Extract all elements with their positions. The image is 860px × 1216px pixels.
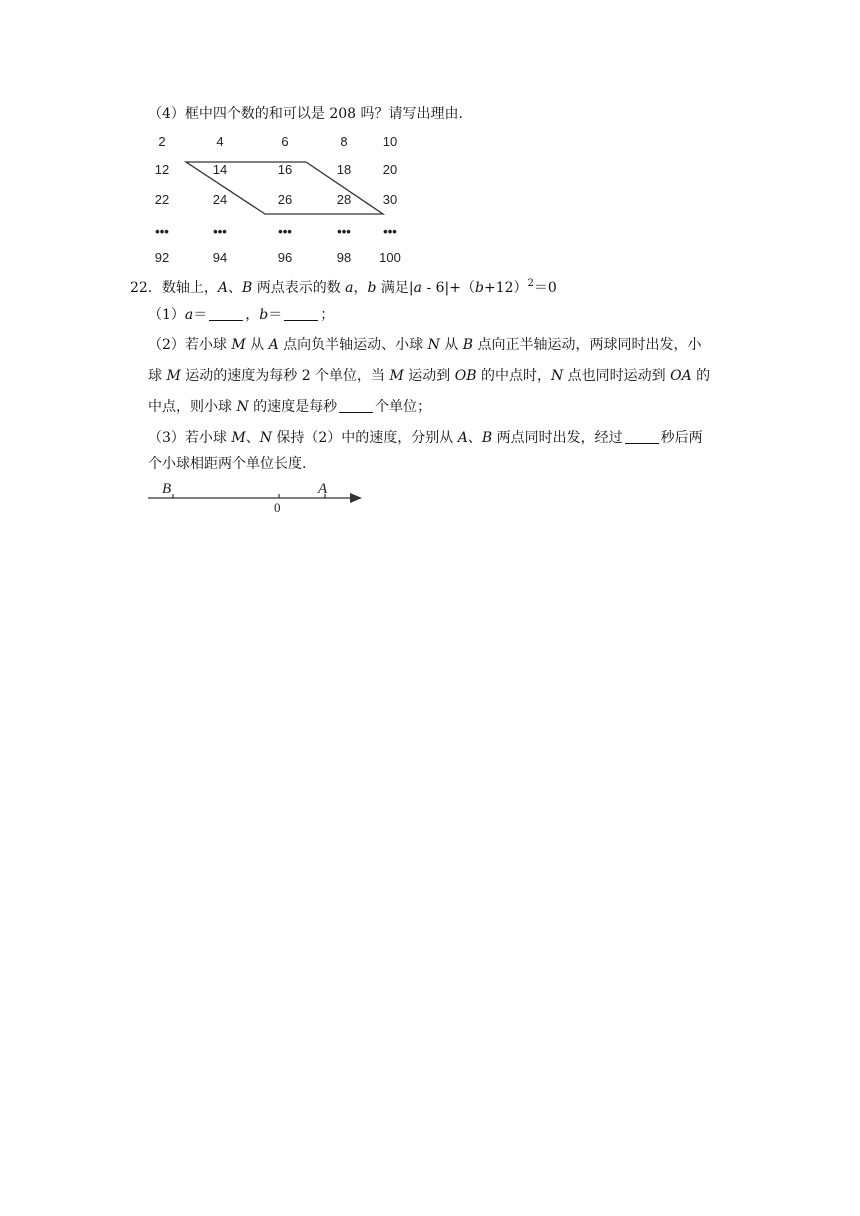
grid-cell-r2-c3: 28	[336, 192, 352, 207]
grid-cell-r2-c2: 26	[277, 192, 293, 207]
label-zero: 0	[274, 500, 281, 515]
grid-cell-r1-c4: 20	[382, 162, 398, 177]
q22-part2-line1: （2）若小球 M 从 A 点向负半轴运动、小球 N 从 B 点向正半轴运动，两球同时出发，小	[148, 337, 702, 353]
answer-blank-time[interactable]	[625, 429, 659, 444]
answer-blank-speed[interactable]	[339, 398, 373, 413]
number-line-figure	[140, 478, 370, 518]
grid-cell-r3-c3: •••	[337, 224, 351, 239]
answer-blank-a[interactable]	[209, 306, 243, 321]
number-line-arrow	[350, 493, 362, 503]
label-B: B	[162, 481, 172, 497]
grid-cell-r4-c2: 96	[277, 250, 293, 265]
grid-cell-r1-c2: 16	[277, 162, 293, 177]
grid-cell-r1-c0: 12	[154, 162, 170, 177]
grid-cell-r2-c4: 30	[382, 192, 398, 207]
grid-cell-r0-c1: 4	[216, 134, 224, 149]
q21-part4-text: （4）框中四个数的和可以是 208 吗？请写出理由.	[148, 106, 463, 122]
answer-blank-b[interactable]	[284, 306, 318, 321]
grid-cell-r4-c3: 98	[336, 250, 352, 265]
q22-number: 22．	[130, 280, 162, 296]
q22-part2-line3: 中点，则小球 N 的速度是每秒 个单位；	[148, 399, 432, 415]
number-grid-figure	[140, 128, 420, 268]
grid-cell-r0-c0: 2	[158, 134, 166, 149]
q22-part3-line2: 个小球相距两个单位长度.	[148, 456, 307, 472]
grid-cell-r4-c4: 100	[379, 250, 401, 265]
grid-cell-r0-c4: 10	[382, 134, 398, 149]
grid-cell-r0-c3: 8	[340, 134, 348, 149]
grid-cell-r3-c1: •••	[213, 224, 227, 239]
grid-cell-r1-c1: 14	[212, 162, 228, 177]
grid-cell-r4-c0: 92	[154, 250, 170, 265]
q22-part2-line2: 球 M 运动的速度为每秒 2 个单位，当 M 运动到 OB 的中点时，N 点也同时运动到 OA 的	[148, 368, 711, 384]
grid-cell-r0-c2: 6	[281, 134, 289, 149]
grid-cell-r3-c2: •••	[278, 224, 292, 239]
q22-stem: 22．数轴上，A、B 两点表示的数 a，b 满足$|a - 6|+(b+12)^2=0$	[130, 278, 557, 296]
q22-part1: （1）a＝ ，b＝ ；	[148, 307, 335, 323]
q22-part3-line1: （3）若小球 M、N 保持（2）中的速度，分别从 A、B 两点同时出发，经过 秒后两	[148, 430, 703, 446]
grid-cell-r4-c1: 94	[212, 250, 228, 265]
grid-cell-r2-c0: 22	[154, 192, 170, 207]
grid-cell-r3-c4: •••	[383, 224, 397, 239]
grid-cell-r3-c0: •••	[155, 224, 169, 239]
grid-cell-r2-c1: 24	[212, 192, 228, 207]
grid-cell-r1-c3: 18	[336, 162, 352, 177]
label-A: A	[318, 481, 328, 497]
